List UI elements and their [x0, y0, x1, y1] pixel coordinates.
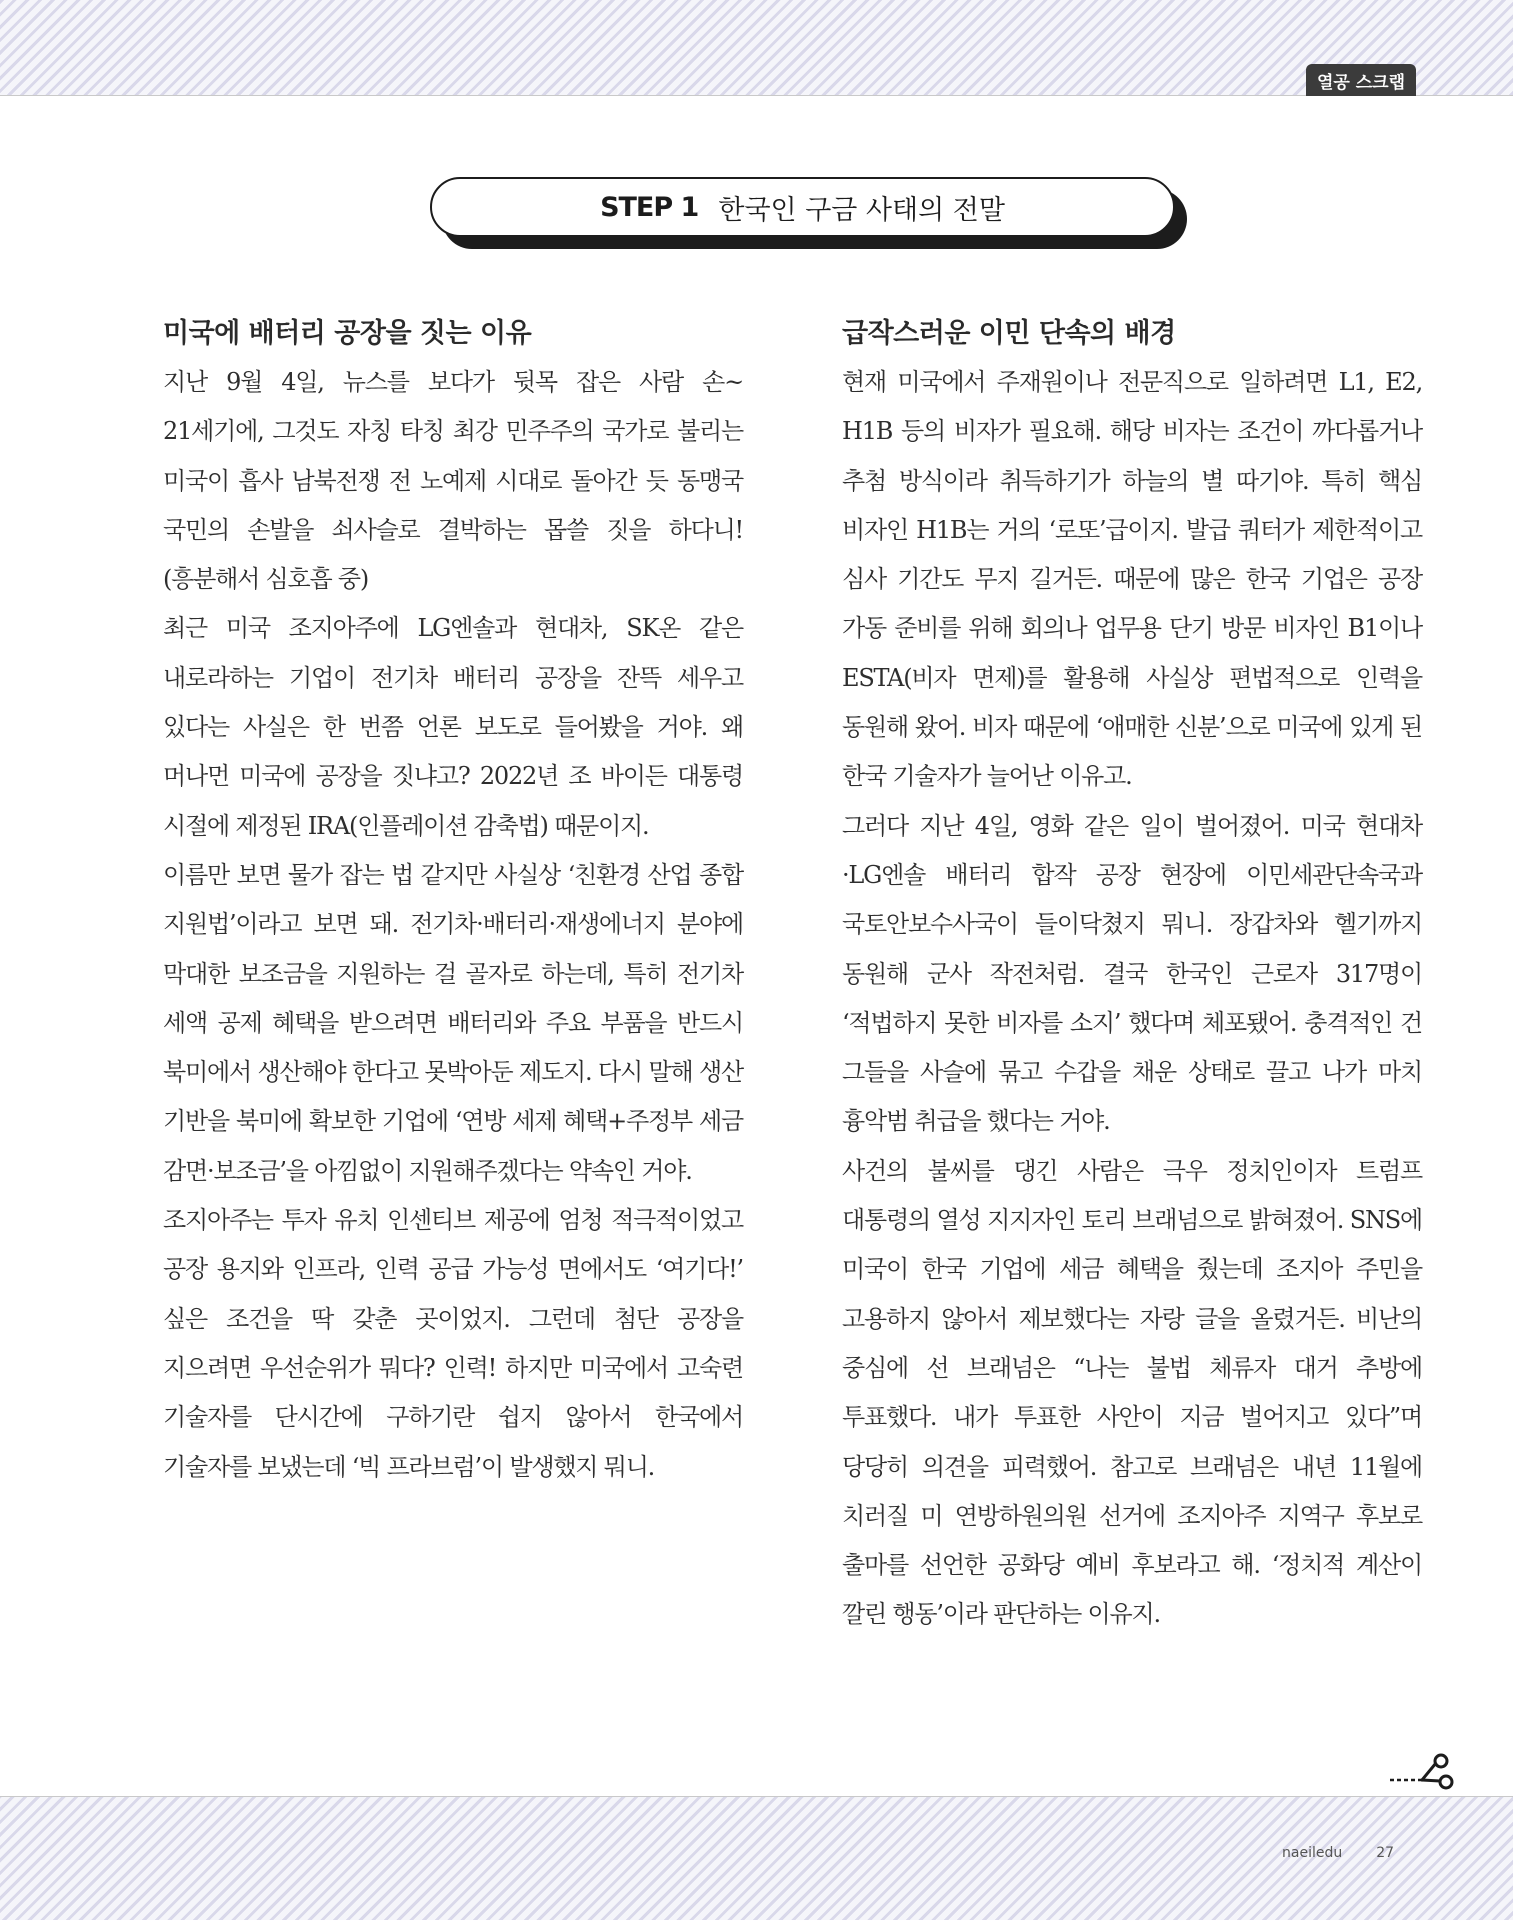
- step-title: 한국인 구금 사태의 전말: [718, 194, 1005, 226]
- section-tag: 열공 스크랩: [1306, 64, 1416, 96]
- left-heading: 미국에 배터리 공장을 짓는 이유: [163, 318, 532, 349]
- left-paragraph-1: 지난 9월 4일, 뉴스를 보다가 뒷목 잡은 사람 손~ 21세기에, 그것도 자칭 타칭 최강 민주주의 국가로 불리는 미국이 흡사 남북전쟁 전 노예제 시대로 돌아간 듯 동맹국 국민의 손발을 쇠사슬로 결박하는 몹쓸 짓을 하다니! (흥분해서 심호흡 중): [163, 368, 743, 594]
- right-column: [842, 310, 1422, 1640]
- left-paragraph-3: 이름만 보면 물가 잡는 법 같지만 사실상 ‘친환경 산업 종합 지원법’이라고 보면 돼. 전기차·배터리·재생에너지 분야에 막대한 보조금을 지원하는 걸 골자로 하는데, 특히 전기차 세액 공제 혜택을 받으려면 배터리와 주요 부품을 반드시 북미에서 생산해야 한다고 못박아둔 제도지. 다시 말해 생산 기반을 북미에 확보한 기업에 ‘연방 세제 혜택+주정부 세금 감면·보조금’을 아낌없이 지원해주겠다는 약속인 거야.: [163, 860, 743, 1185]
- left-column: [163, 310, 743, 1492]
- step-banner: [430, 177, 1185, 249]
- scissors-icon: [1388, 1753, 1460, 1793]
- page-footer: [1282, 1845, 1394, 1861]
- right-paragraph-2: 그러다 지난 4일, 영화 같은 일이 벌어졌어. 미국 현대차·LG엔솔 배터리 합작 공장 현장에 이민세관단속국과 국토안보수사국이 들이닥쳤지 뭐니. 장갑차와 헬기까지 동원해 군사 작전처럼. 결국 한국인 근로자 317명이 ‘적법하지 못한 비자를 소지’ 했다며 체포됐어. 충격적인 건 그들을 사슬에 묶고 수갑을 채운 상태로 끌고 나가 마치 흉악범 취급을 했다는 거야.: [842, 811, 1422, 1136]
- right-heading: 급작스러운 이민 단속의 배경: [842, 318, 1176, 349]
- right-paragraph-1: 현재 미국에서 주재원이나 전문직으로 일하려면 L1, E2, H1B 등의 비자가 필요해. 해당 비자는 조건이 까다롭거나 추첨 방식이라 취득하기가 하늘의 별 따기야. 특히 핵심 비자인 H1B는 거의 ‘로또’급이지. 발급 쿼터가 제한적이고 심사 기간도 무지 길거든. 때문에 많은 한국 기업은 공장 가동 준비를 위해 회의나 업무용 단기 방문 비자인 B1이나 ESTA(비자 면제)를 활용해 사실상 편법적으로 인력을 동원해 왔어. 비자 때문에 ‘애매한 신분’으로 미국에 있게 된 한국 기술자가 늘어난 이유고.: [842, 368, 1422, 791]
- left-paragraph-4: 조지아주는 투자 유치 인센티브 제공에 엄청 적극적이었고 공장 용지와 인프라, 인력 공급 가능성 면에서도 ‘여기다!’ 싶은 조건을 딱 갖춘 곳이었지. 그런데 첨단 공장을 지으려면 우선순위가 뭐다? 인력! 하지만 미국에서 고숙련 기술자를 단시간에 구하기란 쉽지 않아서 한국에서 기술자를 보냈는데 ‘빅 프라브럼’이 발생했지 뭐니.: [163, 1206, 743, 1481]
- step-label: STEP 1: [600, 191, 699, 223]
- right-paragraph-3: 사건의 불씨를 댕긴 사람은 극우 정치인이자 트럼프 대통령의 열성 지지자인 토리 브래넘으로 밝혀졌어. SNS에 미국이 한국 기업에 세금 혜택을 줬는데 조지아 주민을 고용하지 않아서 제보했다는 자랑 글을 올렸거든. 비난의 중심에 선 브래넘은 “나는 불법 체류자 대거 추방에 투표했다. 내가 투표한 사안이 지금 벌어지고 있다”며 당당히 의견을 피력했어. 참고로 브래넘은 내년 11월에 치러질 미 연방하원의원 선거에 조지아주 지역구 후보로 출마를 선언한 공화당 예비 후보라고 해. ‘정치적 계산이 깔린 행동’이라 판단하는 이유지.: [842, 1156, 1422, 1629]
- left-paragraph-2: 최근 미국 조지아주에 LG엔솔과 현대차, SK온 같은 내로라하는 기업이 전기차 배터리 공장을 잔뜩 세우고 있다는 사실은 한 번쯤 언론 보도로 들어봤을 거야. 왜 머나먼 미국에 공장을 짓냐고? 2022년 조 바이든 대통령 시절에 제정된 IRA(인플레이션 감축법) 때문이지.: [163, 614, 743, 840]
- step-banner-pill: [430, 177, 1175, 237]
- footer-brand: naeiledu: [1282, 1845, 1343, 1861]
- page-number: 27: [1376, 1845, 1395, 1861]
